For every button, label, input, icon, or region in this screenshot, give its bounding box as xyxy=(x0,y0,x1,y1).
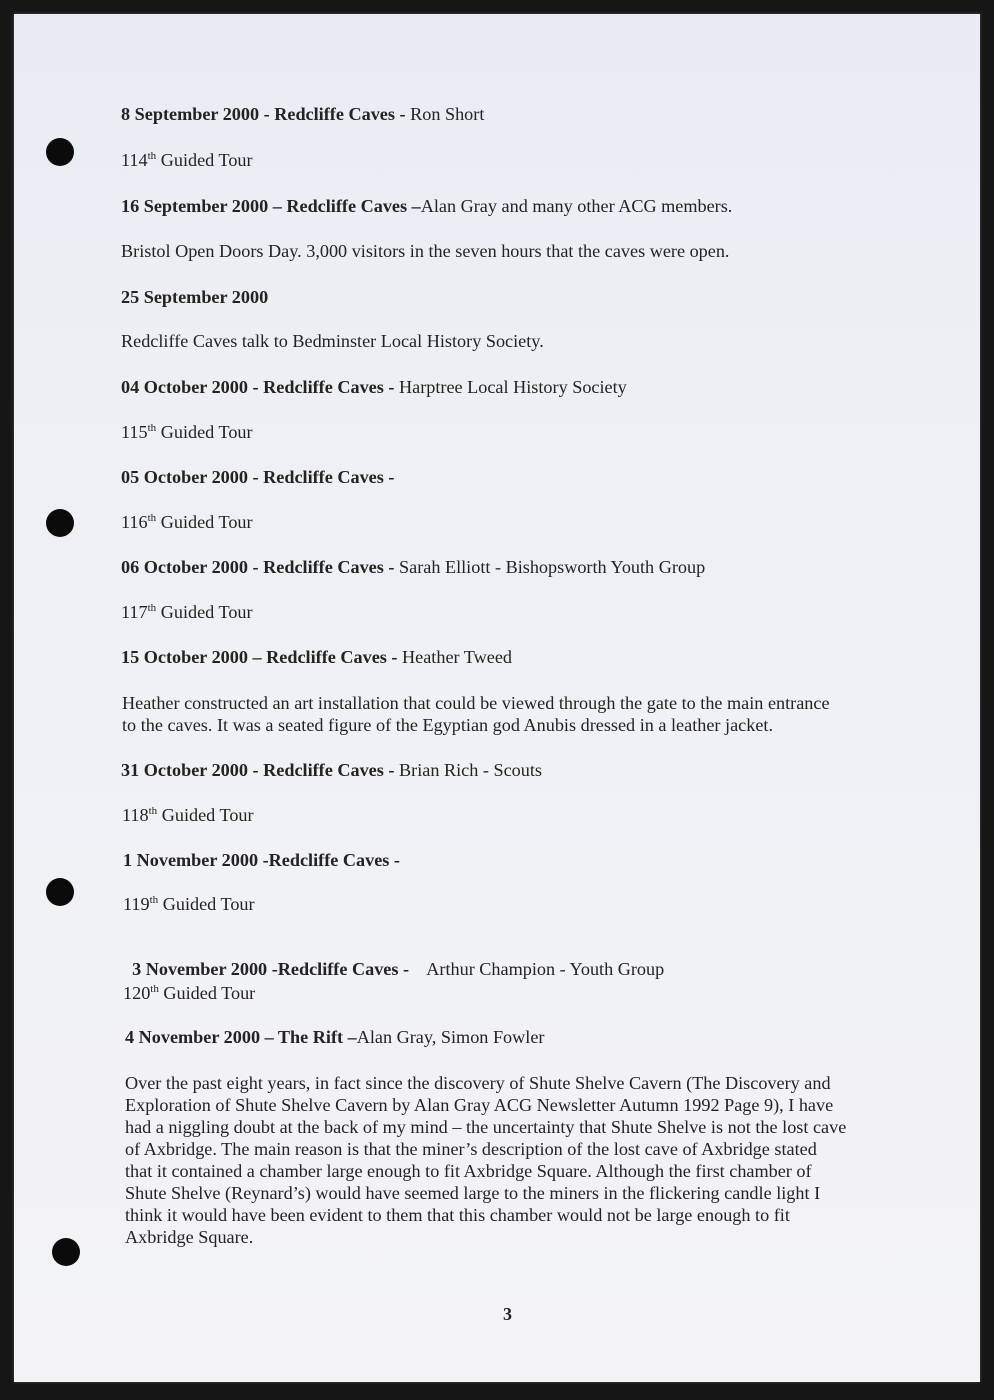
entry-text: Redcliffe Caves talk to Bedminster Local History Society. xyxy=(121,331,544,351)
punch-hole xyxy=(46,138,74,166)
entry-note: Ron Short xyxy=(410,104,485,124)
entry-heading: 06 October 2000 - Redcliffe Caves - Sarah Elliott - Bishopsworth Youth Group xyxy=(121,557,706,577)
entry-heading: 3 November 2000 -Redcliffe Caves - Arthur Champion - Youth Group xyxy=(132,959,665,979)
entry-heading: 31 October 2000 - Redcliffe Caves - Brian Rich - Scouts xyxy=(121,760,542,780)
punch-hole xyxy=(52,1238,80,1266)
entry-place: Redcliffe Caves xyxy=(274,104,395,124)
entry-date: 06 October 2000 xyxy=(121,557,248,577)
entry-date: 1 November 2000 xyxy=(123,850,259,870)
entry-date: 3 November 2000 xyxy=(132,959,268,979)
entry-date: 25 September 2000 xyxy=(121,287,269,307)
entry-heading: 1 November 2000 -Redcliffe Caves - xyxy=(123,850,400,870)
entry-heading: 4 November 2000 – The Rift –Alan Gray, Simon Fowler xyxy=(125,1027,545,1047)
entry-note: Alan Gray, Simon Fowler xyxy=(356,1027,545,1047)
entry-place: Redcliffe Caves xyxy=(286,196,408,216)
guided-tour-line: 116th Guided Tour xyxy=(121,512,253,532)
entry-place: Redcliffe Caves xyxy=(263,467,384,487)
entry-note: Heather Tweed xyxy=(402,647,513,667)
punch-hole xyxy=(46,878,74,906)
guided-tour-line: 114th Guided Tour xyxy=(121,150,253,170)
entry-place: Redcliffe Caves xyxy=(266,647,387,667)
guided-tour-line: 119th Guided Tour xyxy=(123,894,255,914)
entry-note: Sarah Elliott - Bishopsworth Youth Group xyxy=(399,557,706,577)
entry-heading: 05 October 2000 - Redcliffe Caves - xyxy=(121,467,395,487)
entry-date: 15 October 2000 xyxy=(121,647,248,667)
guided-tour-line: 117th Guided Tour xyxy=(121,602,253,622)
entry-note: Alan Gray and many other ACG members. xyxy=(420,196,733,216)
entry-note: Brian Rich - Scouts xyxy=(399,760,542,780)
entry-place: Redcliffe Caves xyxy=(263,377,384,397)
guided-tour-line: 120th Guided Tour xyxy=(123,983,256,1003)
page-number: 3 xyxy=(503,1304,512,1324)
entry-heading: 04 October 2000 - Redcliffe Caves - Harptree Local History Society xyxy=(121,377,627,397)
entry-place: The Rift xyxy=(277,1027,344,1047)
entry-date: 4 November 2000 xyxy=(125,1027,261,1047)
punch-hole xyxy=(46,509,74,537)
entry-date: 05 October 2000 xyxy=(121,467,248,487)
entry-place: Redcliffe Caves xyxy=(263,760,384,780)
heather-paragraph: Heather constructed an art installation that could be viewed through the gate to the main entrance to the caves. It was a seated figure of the Egyptian god Anubis dressed in a leather jacket. xyxy=(122,693,830,735)
entry-text: Bristol Open Doors Day. 3,000 visitors in the seven hours that the caves were open. xyxy=(121,241,730,261)
entry-date: 04 October 2000 xyxy=(121,377,248,397)
entry-note: Arthur Champion - Youth Group xyxy=(413,959,665,979)
entry-heading xyxy=(121,287,268,307)
entry-date: 31 October 2000 xyxy=(121,760,248,780)
entry-place: Redcliffe Caves xyxy=(263,557,384,577)
entry-date: 16 September 2000 xyxy=(121,196,269,216)
entry-place: Redcliffe Caves xyxy=(268,850,390,870)
guided-tour-line: 118th Guided Tour xyxy=(122,805,254,825)
entry-heading: 8 September 2000 - Redcliffe Caves - Ron Short xyxy=(121,104,485,124)
entry-heading: 16 September 2000 – Redcliffe Caves –Alan Gray and many other ACG members. xyxy=(121,196,733,216)
entry-date: 8 September 2000 xyxy=(121,104,260,124)
entry-note: Harptree Local History Society xyxy=(399,377,627,397)
guided-tour-line: 115th Guided Tour xyxy=(121,422,253,442)
entry-place: Redcliffe Caves xyxy=(277,959,399,979)
rift-paragraph: Over the past eight years, in fact since the discovery of Shute Shelve Cavern (The Discovery and Exploration of Shute Shelve Cavern by Alan Gray ACG Newsletter Autumn 1992 Page 9), I have had a niggling doubt at the back of my mind – the uncertainty that Shute Shelve is not the lost cave of Axbridge. The main reason is that the miner’s description of the lost cave of Axbridge stated that it contained a chamber large enough to fit Axbridge Square. Although the first chamber of Shute Shelve (Reynard’s) would have seemed large to the miners in the flickering candle light I think it would have been evident to them that this chamber would not be large enough to fit Axbridge Square. xyxy=(125,1073,847,1247)
entry-heading: 15 October 2000 – Redcliffe Caves - Heather Tweed xyxy=(121,647,513,667)
